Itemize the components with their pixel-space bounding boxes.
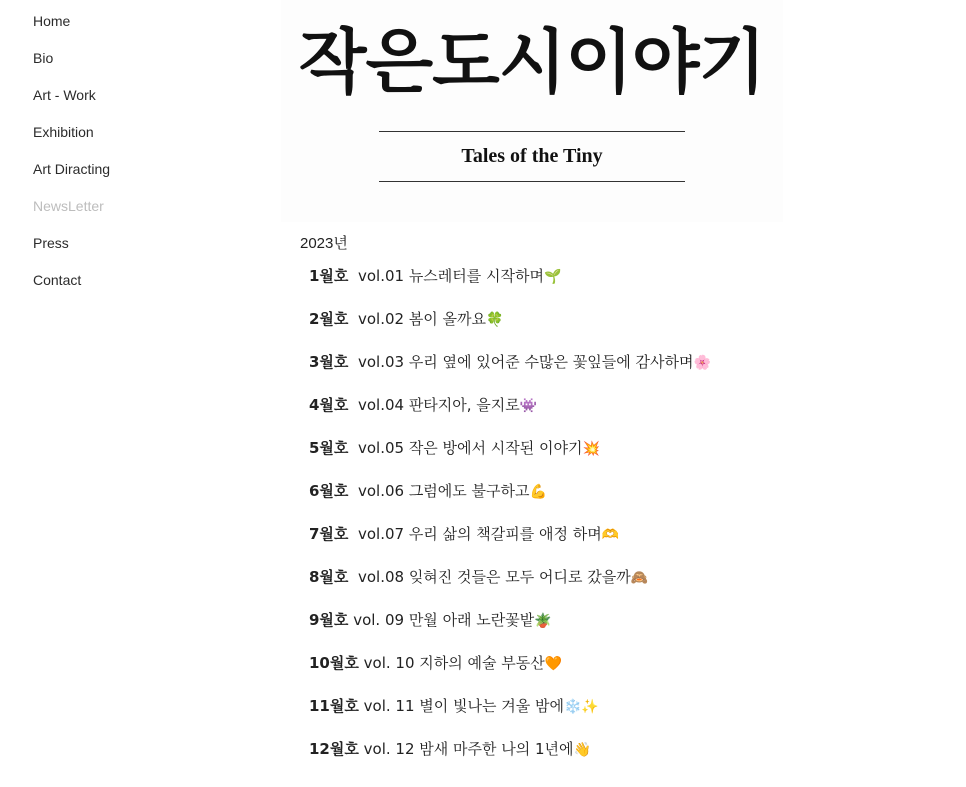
issue-title: vol. 12 밤새 마주한 나의 1년에 (363, 740, 574, 758)
see-no-evil-monkey-icon: 🙈 (630, 570, 649, 586)
issue-title: vol. 10 지하의 예술 부동산 (363, 654, 545, 672)
nav-exhibition[interactable]: Exhibition (33, 124, 94, 140)
issue-link-2[interactable] (309, 308, 503, 330)
issue-link-12[interactable] (309, 738, 591, 760)
alien-monster-icon: 👾 (519, 398, 538, 414)
issue-title: vol.06 그럼에도 불구하고 (357, 482, 530, 500)
issue-title: vol.03 우리 옆에 있어준 수많은 꽃잎들에 감사하며 (357, 353, 694, 371)
issue-link-5[interactable] (309, 437, 600, 459)
heart-hands-icon: 🫶 (601, 527, 620, 543)
potted-plant-icon: 🪴 (534, 613, 552, 629)
nav-press[interactable]: Press (33, 235, 69, 251)
waving-hand-icon: 👋 (573, 742, 591, 758)
flexed-biceps-icon: 💪 (529, 484, 547, 500)
issue-title: vol.01 뉴스레터를 시작하며 (357, 267, 544, 285)
issue-month: 7월호 (309, 525, 349, 543)
issue-month: 2월호 (309, 310, 349, 328)
issue-title: vol.05 작은 방에서 시작된 이야기 (357, 439, 583, 457)
issue-link-4[interactable] (309, 394, 537, 416)
issue-link-1[interactable] (309, 265, 561, 287)
issue-month: 10월호 (309, 654, 359, 672)
issue-link-7[interactable] (309, 523, 619, 545)
issue-link-10[interactable] (309, 652, 562, 674)
nav-home[interactable]: Home (33, 13, 71, 29)
cherry-blossom-icon: 🌸 (693, 355, 711, 371)
issue-month: 4월호 (309, 396, 349, 414)
site-header (281, 0, 783, 222)
nav-bio[interactable]: Bio (33, 50, 54, 66)
issue-title: vol. 11 별이 빛나는 겨울 밤에 (363, 697, 564, 715)
issue-link-9[interactable] (309, 609, 552, 631)
site-title: 작은도시이야기 (298, 21, 766, 103)
sidebar-nav (33, 12, 233, 308)
header-divider-bottom (379, 181, 685, 182)
issue-link-8[interactable] (309, 566, 648, 588)
issue-month: 8월호 (309, 568, 349, 586)
snowflake-sparkles-icon: ❄️✨ (563, 699, 599, 715)
collision-icon: 💥 (582, 441, 600, 457)
issue-title: vol.02 봄이 올까요 (357, 310, 487, 328)
nav-contact[interactable]: Contact (33, 272, 82, 288)
year-heading: 2023년 (300, 235, 348, 252)
site-subtitle: Tales of the Tiny (461, 145, 603, 167)
issue-title: vol. 09 만월 아래 노란꽃밭 (353, 611, 535, 629)
clover-icon: 🍀 (486, 312, 504, 328)
nav-art-work[interactable]: Art - Work (33, 87, 96, 103)
orange-heart-icon: 🧡 (544, 656, 563, 672)
header-divider-top (379, 131, 685, 132)
nav-art-diracting[interactable]: Art Diracting (33, 161, 111, 177)
issue-link-11[interactable] (309, 695, 599, 717)
issue-title: vol.08 잊혀진 것들은 모두 어디로 갔을까 (357, 568, 631, 586)
issue-month: 11월호 (309, 697, 359, 715)
issue-month: 9월호 (309, 611, 349, 629)
issue-link-6[interactable] (309, 480, 547, 502)
issue-month: 6월호 (309, 482, 349, 500)
nav-newsletter[interactable]: NewsLetter (33, 198, 104, 214)
issue-month: 12월호 (309, 740, 359, 758)
issue-title: vol.04 판타지아, 을지로 (357, 396, 520, 414)
issue-title: vol.07 우리 삶의 책갈피를 애정 하며 (357, 525, 602, 543)
issue-month: 3월호 (309, 353, 349, 371)
issue-month: 5월호 (309, 439, 349, 457)
seedling-icon: 🌱 (544, 269, 562, 285)
newsletter-content (300, 234, 920, 758)
issue-month: 1월호 (309, 267, 349, 285)
issue-link-3[interactable] (309, 351, 711, 373)
